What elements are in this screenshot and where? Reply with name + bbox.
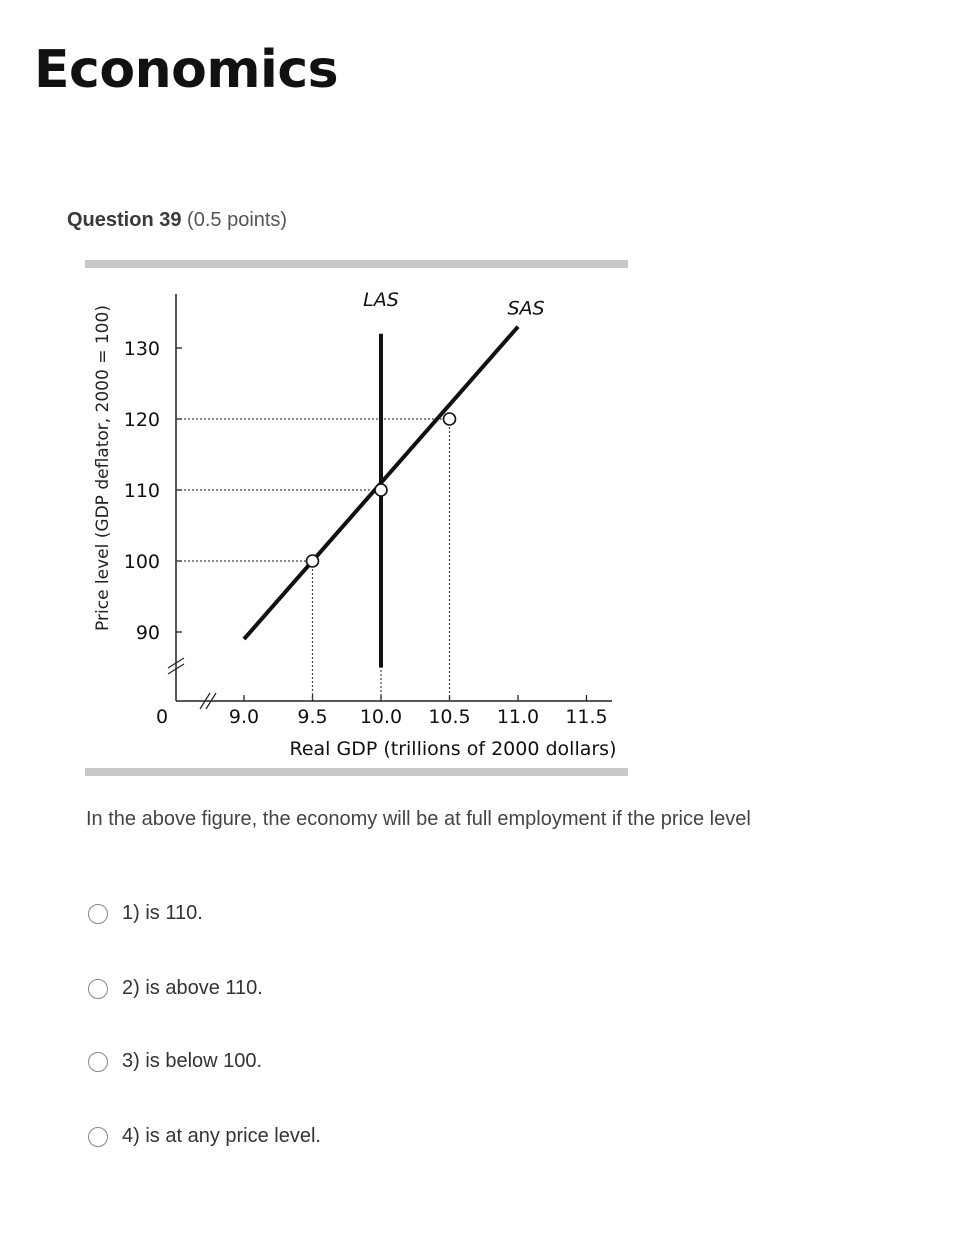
- x-tick-label: 11.0: [496, 706, 540, 728]
- x-tick-label: 10.0: [359, 706, 403, 728]
- x-origin-label: 0: [155, 706, 169, 728]
- equilibrium-point: [307, 555, 319, 567]
- answer-option-2[interactable]: [88, 977, 263, 1000]
- page-title: Economics: [34, 40, 339, 100]
- question-points: (0.5 points): [187, 209, 288, 231]
- x-tick-label: 11.5: [565, 706, 608, 728]
- y-tick-label: 100: [123, 551, 160, 573]
- figure-bottom-rule: [85, 768, 628, 776]
- equilibrium-point: [444, 413, 456, 425]
- option-label: 2) is above 110.: [122, 977, 263, 999]
- answer-option-3[interactable]: [88, 1050, 262, 1073]
- option-label: 1) is 110.: [122, 902, 203, 924]
- x-axis-label: Real GDP (trillions of 2000 dollars): [289, 738, 617, 760]
- las-curve-label: LAS: [363, 288, 399, 311]
- equilibrium-point: [375, 484, 387, 496]
- x-tick-label: 9.5: [297, 706, 328, 728]
- y-axis-label: Price level (GDP deflator, 2000 = 100): [93, 305, 113, 631]
- y-tick-label: 110: [123, 480, 160, 502]
- radio-button[interactable]: [88, 904, 108, 924]
- answer-option-1[interactable]: [88, 902, 203, 925]
- y-ticks: [124, 338, 182, 644]
- radio-button[interactable]: [88, 1052, 108, 1072]
- option-label: 4) is at any price level.: [122, 1125, 321, 1147]
- radio-button[interactable]: [88, 1127, 108, 1147]
- y-tick-label: 90: [135, 622, 160, 644]
- x-ticks: [229, 695, 608, 728]
- answer-option-4[interactable]: [88, 1125, 321, 1148]
- option-label: 3) is below 100.: [122, 1050, 263, 1072]
- question-prompt: In the above figure, the economy will be at full employment if the price level: [86, 808, 751, 830]
- question-number: Question 39: [67, 209, 182, 231]
- y-tick-label: 120: [123, 409, 160, 431]
- sas-curve-label: SAS: [507, 297, 545, 320]
- y-tick-label: 130: [123, 338, 160, 360]
- x-tick-label: 10.5: [428, 706, 471, 728]
- x-tick-label: 9.0: [228, 706, 260, 728]
- series: [244, 289, 545, 668]
- radio-button[interactable]: [88, 979, 108, 999]
